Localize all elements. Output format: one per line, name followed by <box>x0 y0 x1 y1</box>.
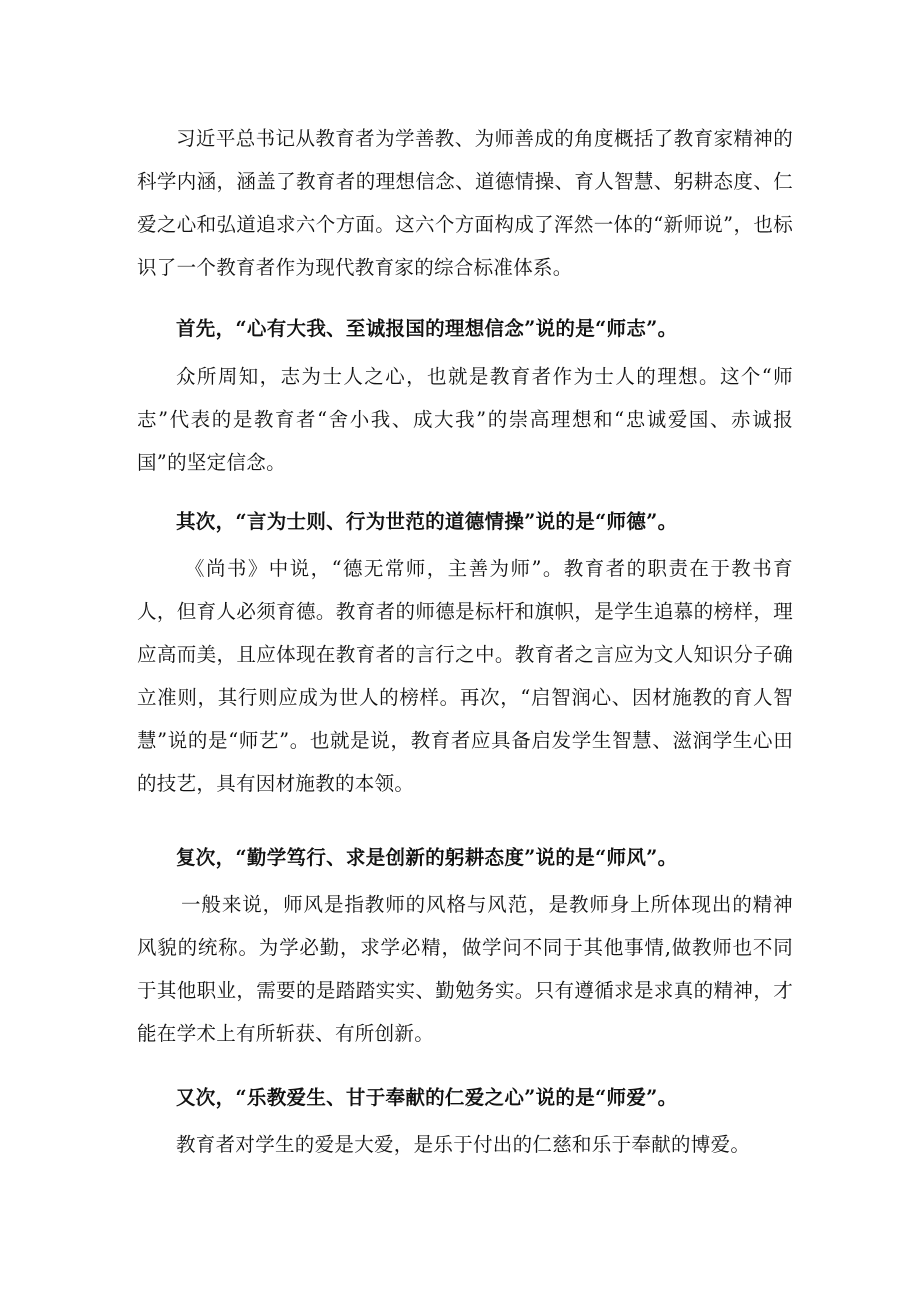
heading-shi-ai: 又次，“乐教爱生、甘于奉献的仁爱之心”说的是“师爱”。 <box>176 1086 678 1109</box>
intro-paragraph: 习近平总书记从教育者为学善教、为师善成的角度概括了教育家精神的科学内涵，涵盖了教育者的理想信念、道德情操、育人智慧、躬耕态度、仁爱之心和弘道追求六个方面。这六个方面构成了浑然一体的“新师说”，也标识了一个教育者作为现代教育家的综合标准体系。 <box>137 127 793 279</box>
paragraph-shi-ai: 教育者对学生的爱是大爱，是乐于付出的仁慈和乐于奉献的博爱。 <box>176 1133 751 1156</box>
paragraph-shi-de: 《尚书》中说，“德无常师，主善为师”。教育者的职责在于教书育人，但育人必须育德。教育者的师德是标杆和旗帜，是学生追慕的榜样，理应高而美，且应体现在教育者的言行之中。教育者之言应为文人知识分子确立准则，其行则应成为世人的榜样。再次，“启智润心、因材施教的育人智慧”说的是“师艺”。也就是说，教育者应具备启发学生智慧、滋润学生心田的技艺，具有因材施教的本领。 <box>137 557 793 795</box>
heading-shi-feng: 复次，“勤学笃行、求是创新的躬耕态度”说的是“师风”。 <box>176 846 678 869</box>
heading-shi-zhi: 首先，“心有大我、至诚报国的理想信念”说的是“师志”。 <box>176 317 678 340</box>
paragraph-shi-feng: 一般来说，师风是指教师的风格与风范，是教师身上所体现出的精神风貌的统称。为学必勤，求学必精，做学问不同于其他事情,做教师也不同于其他职业，需要的是踏踏实实、勤勉务实。只有遵循求是求真的精神，才能在学术上有所斩获、有所创新。 <box>137 893 793 1045</box>
heading-shi-de: 其次，“言为士则、行为世范的道德情操”说的是“师德”。 <box>176 510 678 533</box>
paragraph-shi-zhi: 众所周知，志为士人之心，也就是教育者作为士人的理想。这个“师志”代表的是教育者“舍小我、成大我”的崇高理想和“忠诚爱国、赤诚报国”的坚定信念。 <box>137 365 793 474</box>
